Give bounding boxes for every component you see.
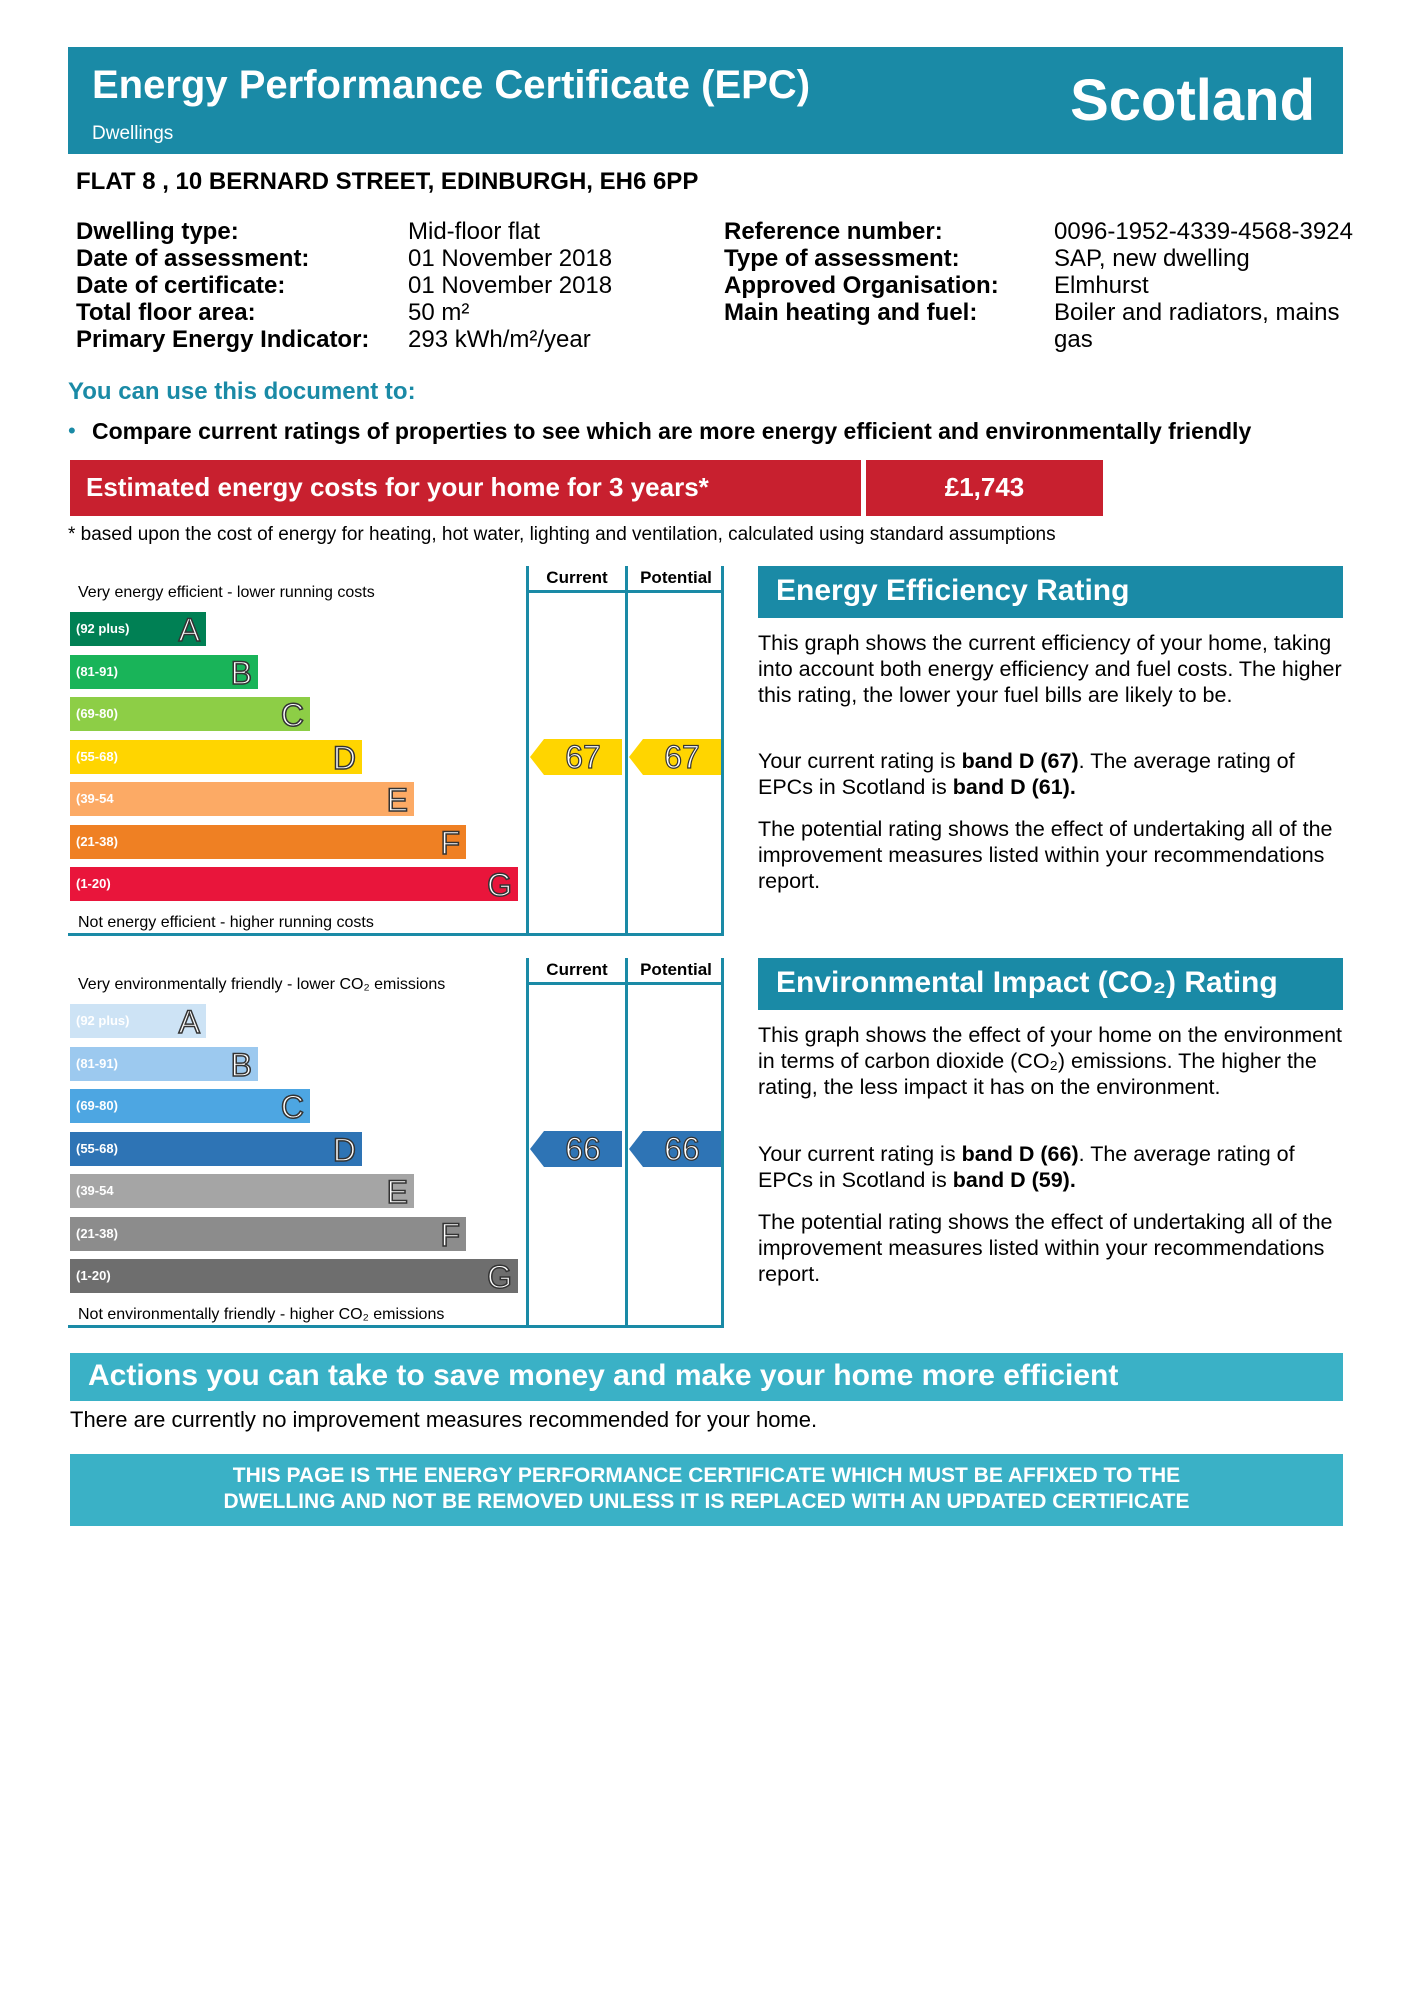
env-top-label: Very environmentally friendly - lower CO₂ emissions xyxy=(78,976,446,993)
energy-potential-rating-value: 67 xyxy=(664,738,700,775)
env-rating-text: Your current rating is xyxy=(758,1142,962,1166)
env-band-letter: A xyxy=(178,1004,200,1040)
detail-value: Mid-floor flat xyxy=(408,218,541,245)
energy-band-a xyxy=(70,612,206,646)
energy-rating-heading-bar xyxy=(758,566,1343,618)
env-band-g xyxy=(70,1259,518,1293)
use-heading: You can use this document to: xyxy=(68,378,416,405)
env-band-range: (55-68) xyxy=(76,1140,118,1156)
energy-band-range: (81-91) xyxy=(76,663,118,679)
energy-band-letter: D xyxy=(332,739,356,776)
energy-rating-text: . The average rating of EPCs in Scotland is xyxy=(758,749,1295,799)
energy-band-range: (21-38) xyxy=(76,833,118,849)
energy-band-letter: A xyxy=(178,612,200,648)
energy-rating-paragraph-1: This graph shows the current efficiency of your home, taking into account both energy efficiency and fuel costs. The higher this rating, the lower your fuel bills are likely to be. xyxy=(758,631,1342,707)
env-potential-rating-arrow xyxy=(629,1131,721,1167)
env-band-b xyxy=(70,1047,258,1081)
env-divider xyxy=(721,958,724,1328)
energy-band-range: (1-20) xyxy=(76,876,111,891)
env-rating-heading: Environmental Impact (CO₂) Rating xyxy=(776,966,1278,999)
env-current-rating-arrow xyxy=(530,1131,622,1167)
env-band-e xyxy=(70,1174,414,1208)
energy-band-letter: E xyxy=(386,782,408,818)
env-current-rating-value: 66 xyxy=(565,1130,601,1167)
env-divider xyxy=(526,958,529,1328)
env-average-band-text: band D (59). xyxy=(952,1168,1076,1192)
env-divider xyxy=(625,958,628,1328)
energy-rating-paragraph-3: The potential rating shows the effect of undertaking all of the improvement measures listed within your recommendations report. xyxy=(758,817,1333,893)
energy-band-d xyxy=(70,740,362,774)
energy-bottom-label: Not energy efficient - higher running costs xyxy=(78,914,374,931)
detail-value: 01 November 2018 xyxy=(408,272,613,299)
env-col-potential: Potential xyxy=(640,960,712,979)
env-divider xyxy=(526,982,724,985)
detail-label: Approved Organisation: xyxy=(724,272,999,299)
env-rating-paragraph-3: The potential rating shows the effect of undertaking all of the improvement measures listed within your recommendations report. xyxy=(758,1210,1333,1286)
energy-divider xyxy=(68,933,724,936)
energy-band-letter: F xyxy=(440,824,460,861)
detail-value: 50 m² xyxy=(408,299,470,326)
energy-band-f xyxy=(70,825,466,859)
energy-efficiency-chart xyxy=(68,566,724,936)
detail-label: Main heating and fuel: xyxy=(724,299,978,326)
env-band-range: (69-80) xyxy=(76,1098,118,1113)
actions-text: There are currently no improvement measures recommended for your home. xyxy=(70,1407,818,1432)
detail-label: Type of assessment: xyxy=(724,245,960,272)
detail-label: Primary Energy Indicator: xyxy=(76,326,370,353)
env-band-range: (92 plus) xyxy=(76,1013,130,1028)
bullet-icon: • xyxy=(68,418,76,443)
energy-band-letter: C xyxy=(280,697,304,733)
actions-heading: Actions you can take to save money and make your home more efficient xyxy=(88,1359,1119,1392)
energy-rating-text: Your current rating is xyxy=(758,749,962,773)
energy-band-range: (69-80) xyxy=(76,706,118,721)
country-label: Scotland xyxy=(1070,68,1315,133)
energy-costs-label: Estimated energy costs for your home for 3 years* xyxy=(86,472,709,502)
env-band-range: (1-20) xyxy=(76,1268,111,1283)
energy-current-rating-value: 67 xyxy=(565,738,601,775)
env-band-letter: F xyxy=(440,1216,460,1253)
env-potential-rating-value: 66 xyxy=(664,1130,700,1167)
certificate-subtitle: Dwellings xyxy=(92,123,174,144)
env-band-letter: C xyxy=(280,1089,304,1125)
detail-value-continued: gas xyxy=(1054,326,1093,353)
detail-value: SAP, new dwelling xyxy=(1054,245,1250,272)
env-band-range: (39-54 xyxy=(76,1183,114,1198)
notice-line-1: THIS PAGE IS THE ENERGY PERFORMANCE CERTIFICATE WHICH MUST BE AFFIXED TO THE xyxy=(232,1464,1181,1487)
energy-potential-rating-arrow xyxy=(629,739,721,775)
environmental-impact-chart xyxy=(68,958,724,1328)
detail-value: Elmhurst xyxy=(1054,272,1149,299)
env-rating-paragraph-2 xyxy=(758,1141,1348,1193)
energy-divider xyxy=(625,566,628,936)
env-rating-heading-bar xyxy=(758,958,1343,1010)
energy-col-potential: Potential xyxy=(640,568,712,587)
detail-value: 0096-1952-4339-4568-3924 xyxy=(1054,218,1353,245)
env-band-c xyxy=(70,1089,310,1123)
energy-band-g xyxy=(70,867,518,901)
env-col-current: Current xyxy=(546,960,608,979)
energy-current-band-text: band D (67) xyxy=(961,749,1079,773)
env-band-letter: E xyxy=(386,1174,408,1210)
env-band-a xyxy=(70,1004,206,1038)
energy-band-letter: B xyxy=(230,654,252,691)
env-band-range: (81-91) xyxy=(76,1055,118,1071)
energy-band-letter: G xyxy=(487,867,512,903)
detail-label: Dwelling type: xyxy=(76,218,239,245)
energy-costs-note: * based upon the cost of energy for heating, hot water, lighting and ventilation, calculated using standard assumptions xyxy=(68,524,1056,545)
detail-label: Total floor area: xyxy=(76,299,256,326)
env-divider xyxy=(68,1325,724,1328)
energy-rating-heading: Energy Efficiency Rating xyxy=(776,574,1130,607)
env-band-letter: B xyxy=(230,1046,252,1083)
detail-label: Date of assessment: xyxy=(76,245,310,272)
affix-notice-banner xyxy=(70,1454,1343,1526)
notice-line-2: DWELLING AND NOT BE REMOVED UNLESS IT IS REPLACED WITH AN UPDATED CERTIFICATE xyxy=(223,1490,1190,1513)
env-rating-paragraph-1: This graph shows the effect of your home on the environment in terms of carbon dioxide (CO₂) emissions. The higher the rating, the less impact it has on the environment. xyxy=(758,1023,1343,1099)
property-address: FLAT 8 , 10 BERNARD STREET, EDINBURGH, EH6 6PP xyxy=(76,168,699,195)
energy-band-e xyxy=(70,782,414,816)
energy-current-rating-arrow xyxy=(530,739,622,775)
energy-band-range: (55-68) xyxy=(76,748,118,764)
detail-value: 01 November 2018 xyxy=(408,245,613,272)
use-bullet-text: Compare current ratings of properties to see which are more energy efficient and environmentally friendly xyxy=(92,418,1252,444)
detail-value: Boiler and radiators, mains xyxy=(1054,299,1340,326)
detail-label: Reference number: xyxy=(724,218,943,245)
energy-band-range: (92 plus) xyxy=(76,621,130,636)
energy-band-b xyxy=(70,655,258,689)
energy-band-c xyxy=(70,697,310,731)
energy-col-current: Current xyxy=(546,568,608,587)
actions-heading-bar xyxy=(70,1353,1343,1401)
energy-costs-value: £1,743 xyxy=(944,472,1025,502)
energy-band-range: (39-54 xyxy=(76,791,114,806)
energy-divider xyxy=(721,566,724,936)
energy-divider xyxy=(526,566,529,936)
energy-top-label: Very energy efficient - lower running costs xyxy=(78,584,375,601)
energy-costs-bar xyxy=(70,460,861,516)
env-band-letter: G xyxy=(487,1259,512,1295)
detail-value: 293 kWh/m²/year xyxy=(408,326,591,353)
env-bottom-label: Not environmentally friendly - higher CO₂ emissions xyxy=(78,1306,445,1323)
header-banner xyxy=(68,47,1343,154)
detail-label: Date of certificate: xyxy=(76,272,286,299)
energy-average-band-text: band D (61). xyxy=(952,775,1076,799)
energy-divider xyxy=(526,590,724,593)
env-rating-text: . The average rating of EPCs in Scotland is xyxy=(758,1142,1295,1192)
env-current-band-text: band D (66) xyxy=(961,1142,1079,1166)
env-band-range: (21-38) xyxy=(76,1225,118,1241)
certificate-title: Energy Performance Certificate (EPC) xyxy=(92,63,811,107)
env-band-f xyxy=(70,1217,466,1251)
energy-rating-paragraph-2 xyxy=(758,748,1348,800)
energy-costs-value-box xyxy=(866,460,1103,516)
env-band-letter: D xyxy=(332,1131,356,1168)
env-band-d xyxy=(70,1132,362,1166)
